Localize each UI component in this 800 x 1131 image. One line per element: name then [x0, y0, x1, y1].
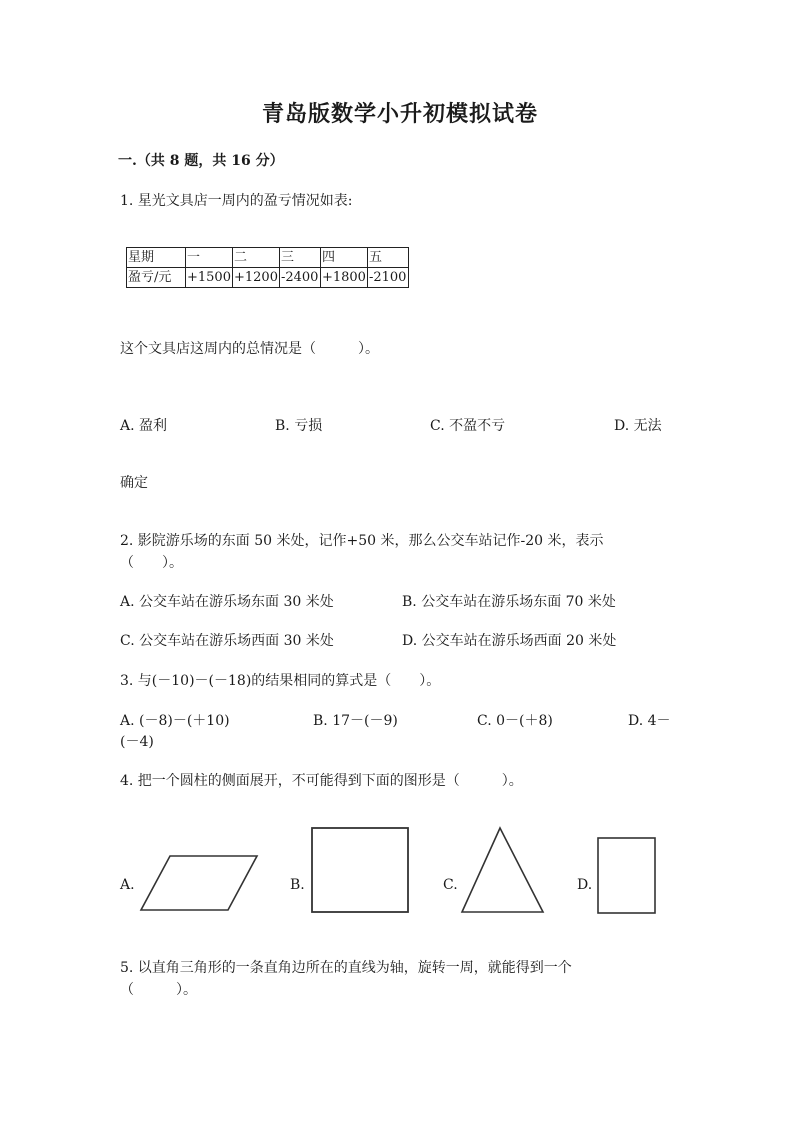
q1-option-a[interactable]: A. 盈利: [120, 418, 168, 434]
section-heading: 一.（共 8 题，共 16 分）: [118, 153, 284, 169]
table-cell: 二: [232, 248, 279, 268]
table-cell: 五: [367, 248, 408, 268]
q4-option-a-label[interactable]: A.: [120, 877, 135, 893]
narrow-rectangle-shape: [596, 836, 658, 916]
q4-stem: 4. 把一个圆柱的侧面展开，不可能得到下面的图形是（ ）。: [120, 773, 523, 789]
q3-option-a[interactable]: A. (－8)－(＋10): [120, 713, 230, 729]
table-cell: +1200: [232, 268, 279, 288]
q3-option-c[interactable]: C. 0－(＋8): [477, 713, 553, 729]
q3-option-d[interactable]: D. 4－: [628, 713, 671, 729]
q4-option-c-label[interactable]: C.: [443, 877, 458, 893]
q1-question: 这个文具店这周内的总情况是（ ）。: [120, 341, 379, 357]
q4-option-d-label[interactable]: D.: [577, 877, 593, 893]
q1-option-d[interactable]: D. 无法: [614, 418, 662, 434]
q5-stem-line2: （ ）。: [120, 982, 197, 998]
table-cell: 三: [279, 248, 320, 268]
q4-option-b-label[interactable]: B.: [290, 877, 305, 893]
q2-option-b[interactable]: B. 公交车站在游乐场东面 70 米处: [402, 594, 616, 610]
rectangle-shape: [310, 827, 412, 915]
table-cell: 四: [320, 248, 367, 268]
table-cell: 星期: [127, 248, 186, 268]
table-cell: 盈亏/元: [127, 268, 186, 288]
table-cell: -2100: [367, 268, 408, 288]
q2-option-a[interactable]: A. 公交车站在游乐场东面 30 米处: [120, 594, 334, 610]
q5-stem-line1: 5. 以直角三角形的一条直角边所在的直线为轴，旋转一周，就能得到一个: [120, 960, 572, 976]
q3-stem: 3. 与(－10)－(－18)的结果相同的算式是（ ）。: [120, 673, 441, 689]
q3-option-d-continued: (－4): [120, 734, 154, 750]
q1-option-c[interactable]: C. 不盈不亏: [430, 418, 506, 434]
q3-option-b[interactable]: B. 17－(－9): [313, 713, 398, 729]
table-row: [127, 248, 409, 268]
table-cell: +1500: [186, 268, 233, 288]
q1-option-d-continued: 确定: [120, 475, 148, 491]
table-cell: 一: [186, 248, 233, 268]
page-title: 青岛版数学小升初模拟试卷: [261, 101, 538, 127]
triangle-shape: [460, 826, 546, 916]
q1-stem: 1. 星光文具店一周内的盈亏情况如表:: [120, 193, 353, 209]
q2-stem-line1: 2. 影院游乐场的东面 50 米处，记作+50 米，那么公交车站记作-20 米，表示: [120, 533, 604, 549]
table-cell: -2400: [279, 268, 320, 288]
q2-stem-line2: （ ）。: [120, 555, 183, 571]
q2-option-d[interactable]: D. 公交车站在游乐场西面 20 米处: [402, 633, 617, 649]
q1-option-b[interactable]: B. 亏损: [275, 418, 323, 434]
profit-table: [126, 247, 409, 288]
table-row: [127, 268, 409, 288]
table-cell: +1800: [320, 268, 367, 288]
parallelogram-shape: [140, 852, 260, 914]
q2-option-c[interactable]: C. 公交车站在游乐场西面 30 米处: [120, 633, 334, 649]
